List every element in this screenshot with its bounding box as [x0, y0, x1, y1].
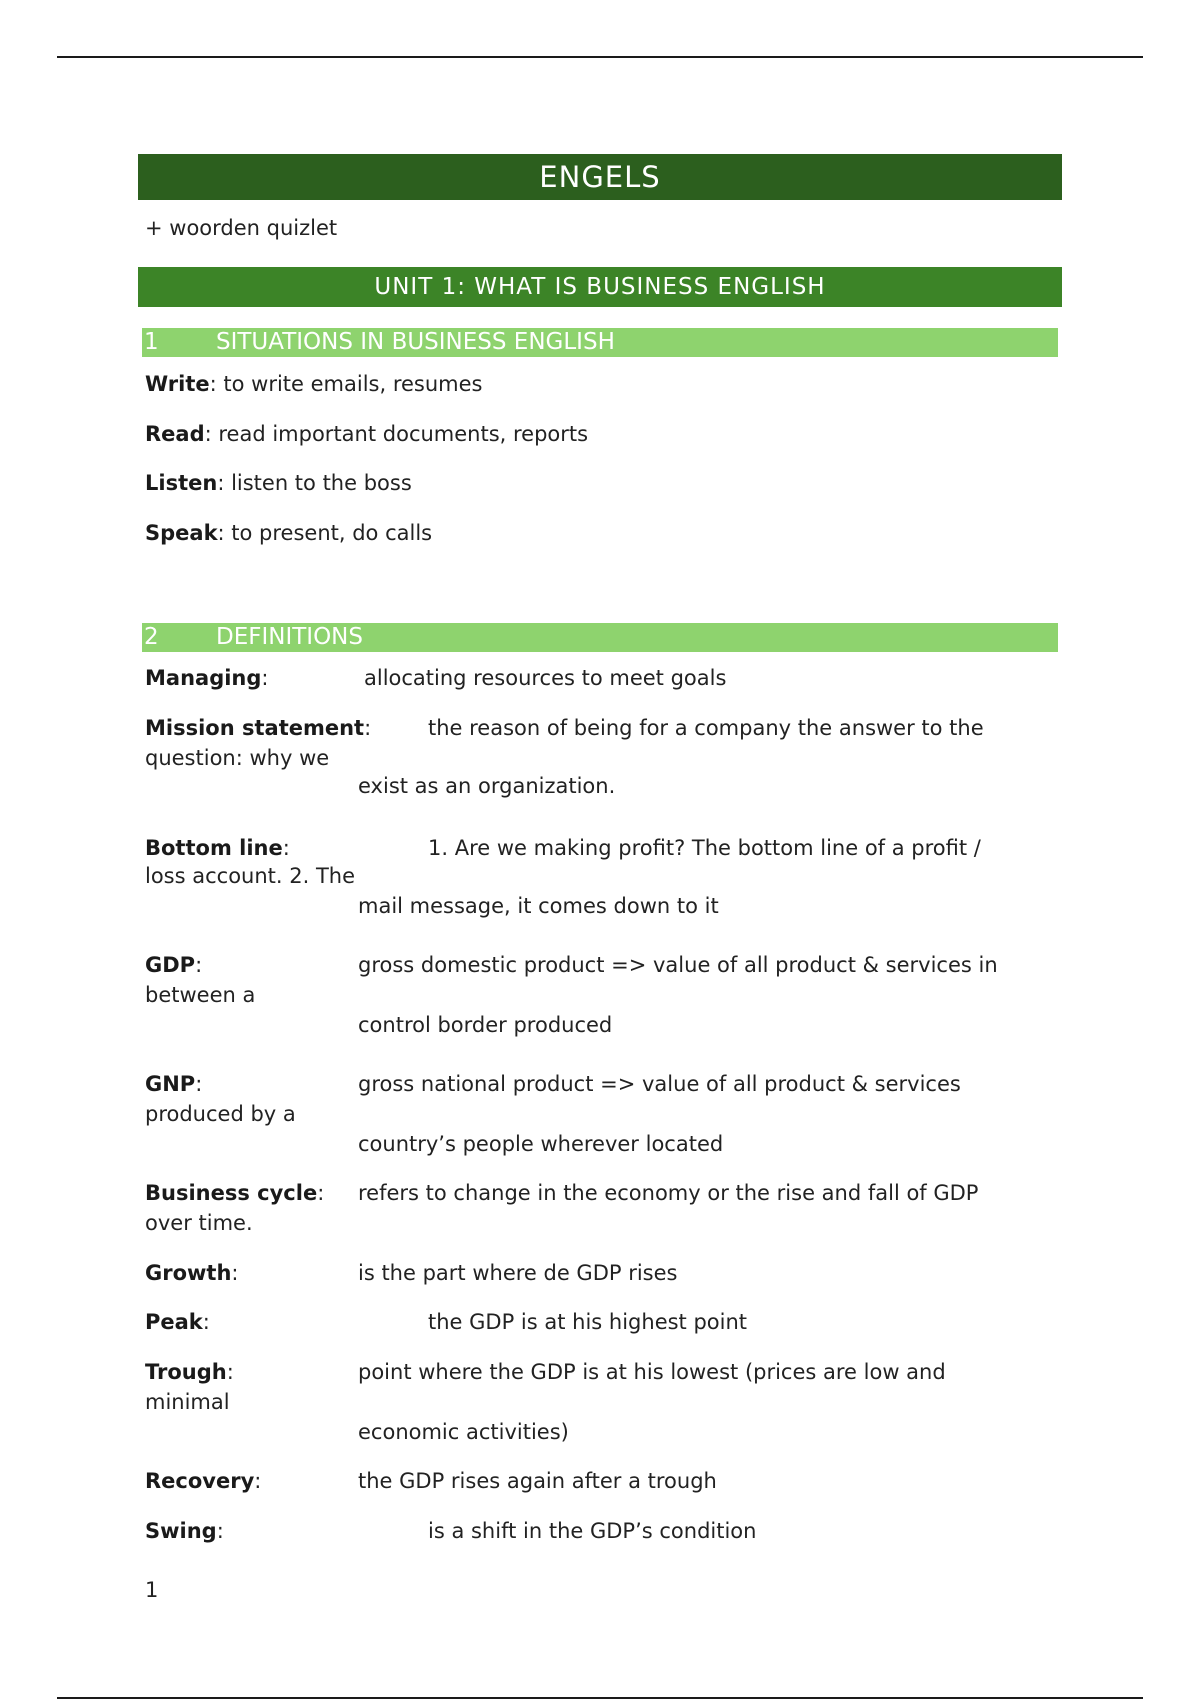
definition-text: the GDP is at his highest point: [428, 1310, 748, 1334]
description: : to write emails, resumes: [209, 372, 483, 396]
definition-peak: [145, 1310, 210, 1334]
term: Swing: [145, 1519, 217, 1543]
definition-text: 1. Are we making profit? The bottom line of a profit /: [428, 836, 981, 860]
separator: :: [202, 1310, 210, 1334]
separator: :: [317, 1181, 325, 1205]
separator: :: [364, 716, 372, 740]
definition-text-wrap: loss account. 2. The: [145, 864, 356, 888]
definition-text: gross domestic product => value of all product & services in: [358, 953, 998, 977]
definition-text-cont: control border produced: [358, 1013, 613, 1037]
definition-text-wrap: produced by a: [145, 1102, 296, 1126]
definition-text: the GDP rises again after a trough: [358, 1469, 717, 1493]
term: Peak: [145, 1310, 203, 1334]
document-title: ENGELS: [138, 154, 1062, 200]
term: Managing: [145, 666, 262, 690]
separator: :: [195, 1072, 203, 1096]
page-number: 1: [145, 1578, 159, 1602]
definition-text: is the part where de GDP rises: [358, 1261, 678, 1285]
definition-text-wrap: over time.: [145, 1211, 253, 1235]
term: Growth: [145, 1261, 232, 1285]
separator: :: [226, 1360, 234, 1384]
definition-text-cont: country’s people wherever located: [358, 1132, 724, 1156]
definition-swing: [145, 1519, 224, 1543]
bottom-rule: [57, 1697, 1143, 1699]
section-title: SITUATIONS IN BUSINESS ENGLISH: [216, 329, 615, 355]
unit-heading: UNIT 1: WHAT IS BUSINESS ENGLISH: [138, 267, 1062, 307]
definition-mission: [145, 716, 371, 740]
term: GDP: [145, 953, 196, 977]
definition-text-wrap: between a: [145, 983, 256, 1007]
definition-text: refers to change in the economy or the rise and fall of GDP: [358, 1181, 979, 1205]
top-rule: [57, 56, 1143, 58]
definition-growth: [145, 1261, 239, 1285]
definition-text-cont: exist as an organization.: [358, 774, 616, 798]
definition-text-cont: economic activities): [358, 1420, 569, 1444]
separator: :: [261, 666, 269, 690]
situation-read: [145, 422, 588, 446]
definition-text: the reason of being for a company the answer to the: [428, 716, 984, 740]
section-title: DEFINITIONS: [216, 624, 363, 650]
definition-trough: [145, 1360, 234, 1384]
definition-managing: [145, 666, 268, 690]
separator: :: [195, 953, 203, 977]
section-heading-situations: [142, 328, 1058, 357]
term: Read: [145, 422, 205, 446]
definition-recovery: [145, 1469, 261, 1493]
situation-speak: [145, 521, 432, 545]
term: Business cycle: [145, 1181, 318, 1205]
definition-text: is a shift in the GDP’s condition: [428, 1519, 757, 1543]
definition-bottom-line: [145, 836, 290, 860]
separator: :: [231, 1261, 239, 1285]
term: Recovery: [145, 1469, 255, 1493]
section-number: 1: [144, 329, 159, 355]
definition-text: allocating resources to meet goals: [364, 666, 727, 690]
definition-gdp: [145, 953, 202, 977]
definition-text-cont: mail message, it comes down to it: [358, 894, 719, 918]
term: Write: [145, 372, 210, 396]
term: Trough: [145, 1360, 227, 1384]
quizlet-note: + woorden quizlet: [145, 216, 338, 240]
description: : listen to the boss: [217, 471, 412, 495]
definition-text: gross national product => value of all product & services: [358, 1072, 961, 1096]
term: GNP: [145, 1072, 196, 1096]
section-heading-definitions: [142, 623, 1058, 652]
definition-text-wrap: minimal: [145, 1390, 230, 1414]
description: : to present, do calls: [217, 521, 433, 545]
situation-listen: [145, 471, 412, 495]
definition-business-cycle: [145, 1181, 324, 1205]
separator: :: [254, 1469, 262, 1493]
definition-text: point where the GDP is at his lowest (prices are low and: [358, 1360, 946, 1384]
term: Listen: [145, 471, 218, 495]
term: Speak: [145, 521, 218, 545]
description: : read important documents, reports: [204, 422, 589, 446]
definition-gnp: [145, 1072, 202, 1096]
term: Bottom line: [145, 836, 283, 860]
definition-text-wrap: question: why we: [145, 746, 330, 770]
separator: :: [282, 836, 290, 860]
situation-write: [145, 372, 483, 396]
term: Mission statement: [145, 716, 365, 740]
section-number: 2: [144, 624, 159, 650]
separator: :: [216, 1519, 224, 1543]
